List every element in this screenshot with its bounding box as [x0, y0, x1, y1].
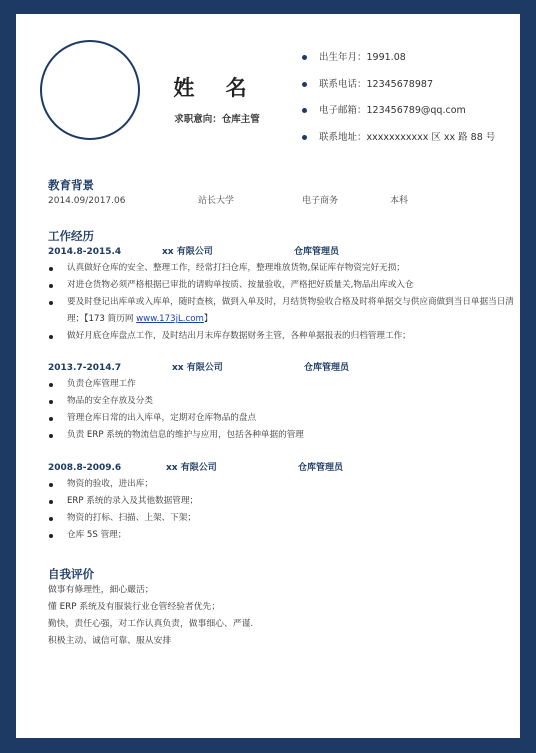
work-section — [48, 228, 518, 544]
job-period: 2008.8-2009.6 — [48, 463, 122, 473]
resume-page — [16, 14, 520, 738]
education-period: 2014.09/2017.06 — [48, 196, 126, 206]
duty-item: ERP 系统的录入及其他数据管理； — [48, 493, 518, 510]
job-position: 仓库管理员 — [298, 463, 344, 473]
job-entry — [48, 360, 518, 444]
job-duties — [48, 476, 518, 544]
job-company: xx 有限公司 — [162, 247, 213, 257]
job-duties — [48, 376, 518, 444]
job-company: xx 有限公司 — [172, 363, 223, 373]
work-title: 工作经历 — [48, 229, 94, 243]
duty-item: 负责 ERP 系统的物流信息的维护与应用，包括各种单据的管理 — [48, 427, 518, 444]
job-period: 2013.7-2014.7 — [48, 363, 122, 373]
duty-item: 认真做好仓库的安全、整理工作，经常打扫仓库，整理堆放货物,保证库存物资完好无损； — [48, 260, 518, 277]
contact-list — [302, 50, 517, 157]
job-intent: 求职意向：仓库主管 — [174, 114, 260, 125]
duty-item: 物资的验收，进出库； — [48, 476, 518, 493]
duty-item: 物资的打标、扫描、上架、下架； — [48, 510, 518, 527]
duty-link-suffix: 】 — [203, 314, 213, 324]
duty-item — [48, 294, 518, 328]
duty-item: 负责仓库管理工作 — [48, 376, 518, 393]
duty-item: 对进仓货物必须严格根据已审批的请购单按质、按量验收，严格把好质量关,物品出库或入仓 — [48, 277, 518, 294]
self-evaluation-section — [48, 566, 518, 650]
duty-item: 管理仓库日常的出入库单，定期对仓库物品的盘点 — [48, 410, 518, 427]
education-section — [48, 177, 518, 208]
job-period: 2014.8-2015.4 — [48, 247, 122, 257]
job-header — [48, 460, 518, 476]
job-position: 仓库管理员 — [304, 363, 350, 373]
resume-site-link[interactable]: www.173jL.com — [136, 314, 204, 324]
education-school: 站长大学 — [198, 196, 235, 206]
education-row — [48, 194, 518, 208]
duty-link-prefix: 【173 简历网 — [84, 314, 137, 324]
job-duties — [48, 260, 518, 345]
avatar — [40, 40, 140, 140]
duty-item: 物品的安全存放及分类 — [48, 393, 518, 410]
job-entry — [48, 460, 518, 544]
candidate-name: 姓 名 — [173, 76, 259, 100]
self-evaluation-line: 积极主动、诚信可靠、服从安排 — [48, 636, 172, 646]
education-major: 电子商务 — [302, 196, 339, 206]
education-degree: 本科 — [390, 196, 409, 206]
education-title: 教育背景 — [48, 178, 94, 192]
contact-birth: 出生年月：1991.08 — [302, 50, 517, 77]
duty-item: 仓库 5S 管理； — [48, 527, 518, 544]
self-evaluation-title: 自我评价 — [48, 567, 94, 581]
contact-email: 电子邮箱：123456789@qq.com — [302, 103, 517, 130]
contact-address: 联系地址：xxxxxxxxxxx 区 xx 路 88 号 — [302, 130, 517, 157]
job-header — [48, 244, 518, 260]
job-company: xx 有限公司 — [166, 463, 217, 473]
job-entry — [48, 244, 518, 345]
duty-text: 要及时登记出库单或入库单，随时查核，做到入单及时，月结货物验收合格及时将单据交与供应商做到当日单据当日清理； — [67, 297, 514, 324]
duty-item: 做好月底仓库盘点工作，及时结出月末库存数据财务主管，各种单据报表的归档管理工作； — [48, 328, 518, 345]
self-evaluation-line: 勤快，责任心强，对工作认真负责，做事细心、严谨. — [48, 619, 254, 629]
contact-phone: 联系电话：12345678987 — [302, 77, 517, 104]
self-evaluation-line: 做事有條理性，細心嚴活； — [48, 585, 154, 595]
job-header — [48, 360, 518, 376]
self-evaluation-line: 懂 ERP 系统及有服装行业仓管经验者优先； — [48, 602, 221, 612]
job-position: 仓库管理员 — [294, 247, 340, 257]
